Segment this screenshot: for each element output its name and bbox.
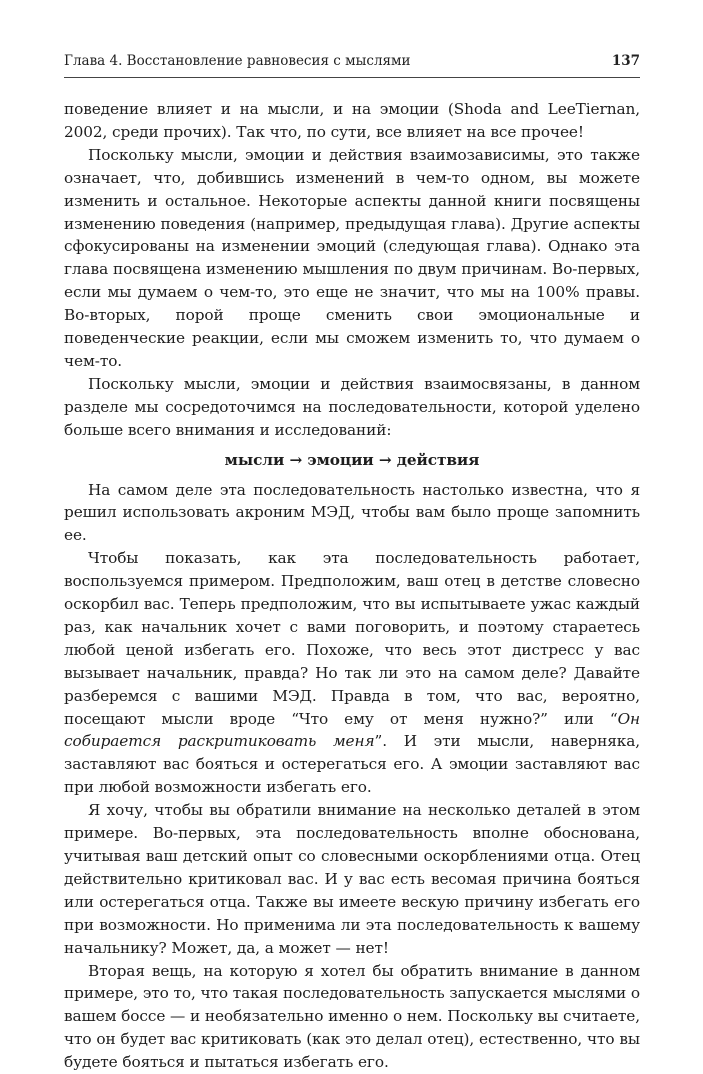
header-rule xyxy=(64,77,640,78)
paragraph-5-part-1: Чтобы показать, как эта последовательность работает, воспользуемся примером. Предположим, ваш отец в детстве словесно оскорбил вас. Теперь предположим, что вы испытываете ужас каждый раз, как начальник хочет с вами поговорить, и поэтому стараетесь любой ценой избегать его. Похоже, что весь этот дистресс у вас вызывает начальник, правда? Но так ли это на самом деле? Давайте разберемся с вашими МЭД. Правда в том, что вас, вероятно, посещают мысли вроде “Что ему от меня нужно?” или “ xyxy=(64,549,640,728)
chapter-title: Глава 4. Восстановление равновесия с мыслями xyxy=(64,53,411,69)
med-formula: мысли → эмоции → действия xyxy=(224,450,480,469)
paragraph-7: Вторая вещь, на которую я хотел бы обратить внимание в данном примере, это то, что такая последовательность запускается мыслями о вашем боссе — и необязательно именно о нем. Поскольку вы считаете, что он будет вас критиковать (как это делал отец), естественно, что вы будете бояться и пытаться избегать его. xyxy=(64,961,640,1072)
page-number: 137 xyxy=(611,53,640,69)
body-text xyxy=(64,98,640,1074)
paragraph-5 xyxy=(64,547,640,799)
paragraph-1: поведение влияет и на мысли, и на эмоции (Shoda and LeeTiernan, 2002, среди прочих). Так что, по сути, все влияет на все прочее! xyxy=(64,100,640,141)
paragraph-3: Поскольку мысли, эмоции и действия взаимосвязаны, в данном разделе мы сосредоточимся на последовательности, которой уделено больше всего внимания и исследований: xyxy=(64,374,640,439)
paragraph-5-part-2: ”. И эти мысли, наверняка, заставляют вас бояться и остерегаться его. А эмоции заставляют вас при любой возможности избегать его. xyxy=(64,732,640,797)
paragraph-2: Поскольку мысли, эмоции и действия взаимозависимы, это также означает, что, добившись изменений в чем-то одном, вы можете изменить и остальное. Некоторые аспекты данной книги посвящены изменению поведения (например, предыдущая глава). Другие аспекты сфокусированы на изменении эмоций (следующая глава). Однако эта глава посвящена изменению мышления по двум причинам. Во-первых, если мы думаем о чем-то, это еще не значит, что мы на 100% правы. Во-вторых, порой проще сменить свои эмоциональные и поведенческие реакции, если мы сможем изменить то, что думаем о чем-то. xyxy=(64,145,640,370)
paragraph-6: Я хочу, чтобы вы обратили внимание на несколько деталей в этом примере. Во-первых, эта последовательность вполне обоснована, учитывая ваш детский опыт со словесными оскорблениями отца. Отец действительно критиковал вас. И у вас есть весомая причина бояться или остерегаться отца. Также вы имеете вескую причину избегать его при возможности. Но применима ли эта последовательность к вашему начальнику? Может, да, а может — нет! xyxy=(64,801,640,957)
paragraph-5-italic: Он собирается раскритиковать меня xyxy=(64,709,640,751)
paragraph-4: На самом деле эта последовательность настолько известна, что я решил использовать акроним МЭД, чтобы вам было проще запомнить ее. xyxy=(64,480,640,545)
